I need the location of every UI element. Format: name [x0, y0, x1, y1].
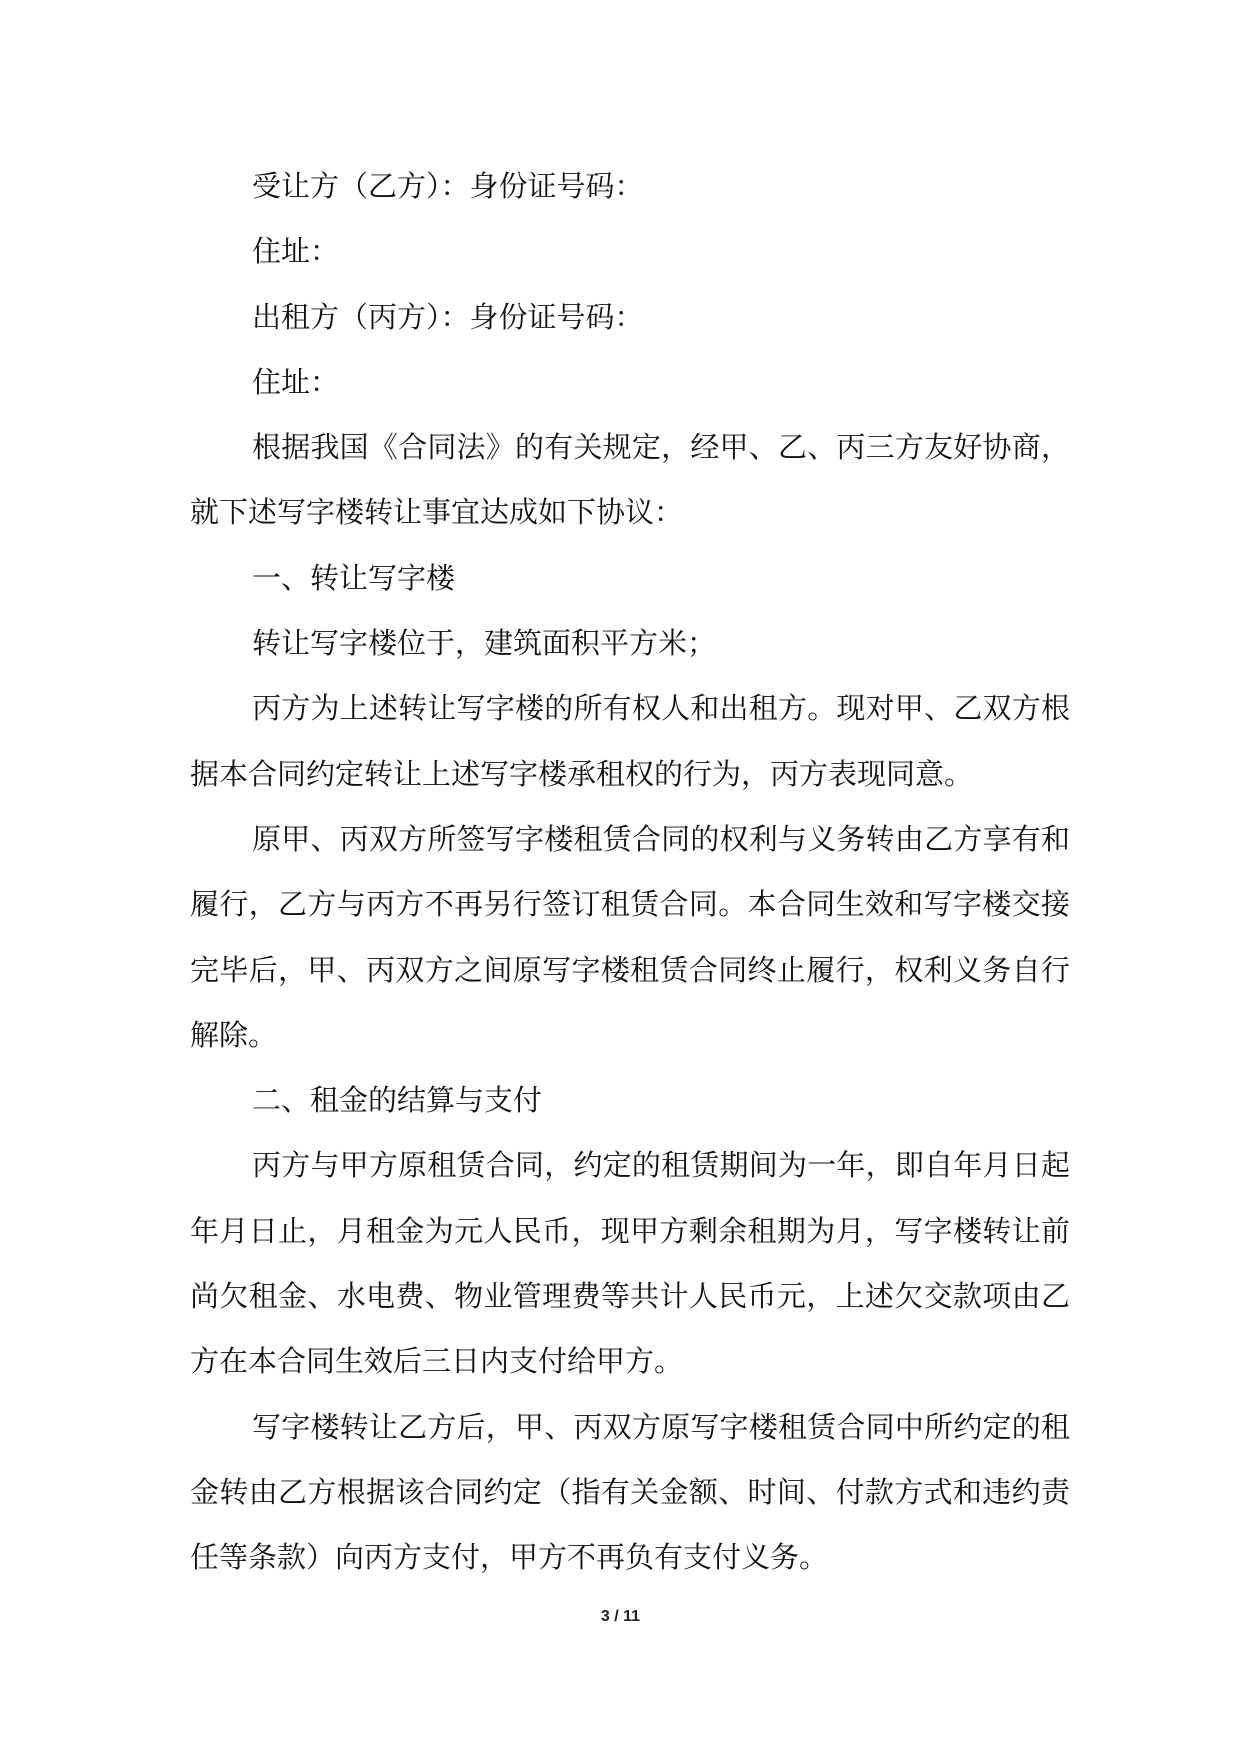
page-number: 3 / 11 [600, 1608, 641, 1625]
transferee-address-line: 住址： [252, 234, 340, 269]
rent-payment-paragraph: 写字楼转让乙方后，甲、丙双方原写字楼租赁合同中所约定的租金转由乙方根据该合同约定（指有关金额、时间、付款方式和违约责任等条款）向丙方支付，甲方不再负有支付义务。 [190, 1409, 1070, 1575]
owner-consent-paragraph: 丙方为上述转让写字楼的所有权人和出租方。现对甲、乙双方根据本合同约定转让上述写字楼承租权的行为，丙方表现同意。 [190, 691, 1070, 791]
section-heading-transfer: 一、转让写字楼 [252, 560, 456, 595]
preamble-paragraph: 根据我国《合同法》的有关规定，经甲、乙、丙三方友好协商，就下述写字楼转让事宜达成如下协议： [190, 430, 1070, 530]
lessor-id-line: 出租方（丙方）：身份证号码： [252, 299, 644, 334]
building-location-paragraph: 转让写字楼位于，建筑面积平方米； [252, 626, 717, 661]
rights-transfer-paragraph: 原甲、丙双方所签写字楼租赁合同的权利与义务转由乙方享有和履行，乙方与丙方不再另行签订租赁合同。本合同生效和写字楼交接完毕后，甲、丙双方之间原写字楼租赁合同终止履行，权利义务自行解除。 [190, 821, 1070, 1052]
rent-settlement-paragraph: 丙方与甲方原租赁合同，约定的租赁期间为一年，即自年月日起年月日止，月租金为元人民币，现甲方剩余租期为月，写字楼转让前尚欠租金、水电费、物业管理费等共计人民币元，上述欠交款项由乙方在本合同生效后三日内支付给甲方。 [190, 1148, 1070, 1379]
document-body [190, 154, 1070, 1591]
lessor-address-line: 住址： [252, 364, 340, 399]
section-heading-rent: 二、租金的结算与支付 [252, 1083, 543, 1118]
transferee-id-line: 受让方（乙方）：身份证号码： [252, 169, 644, 203]
